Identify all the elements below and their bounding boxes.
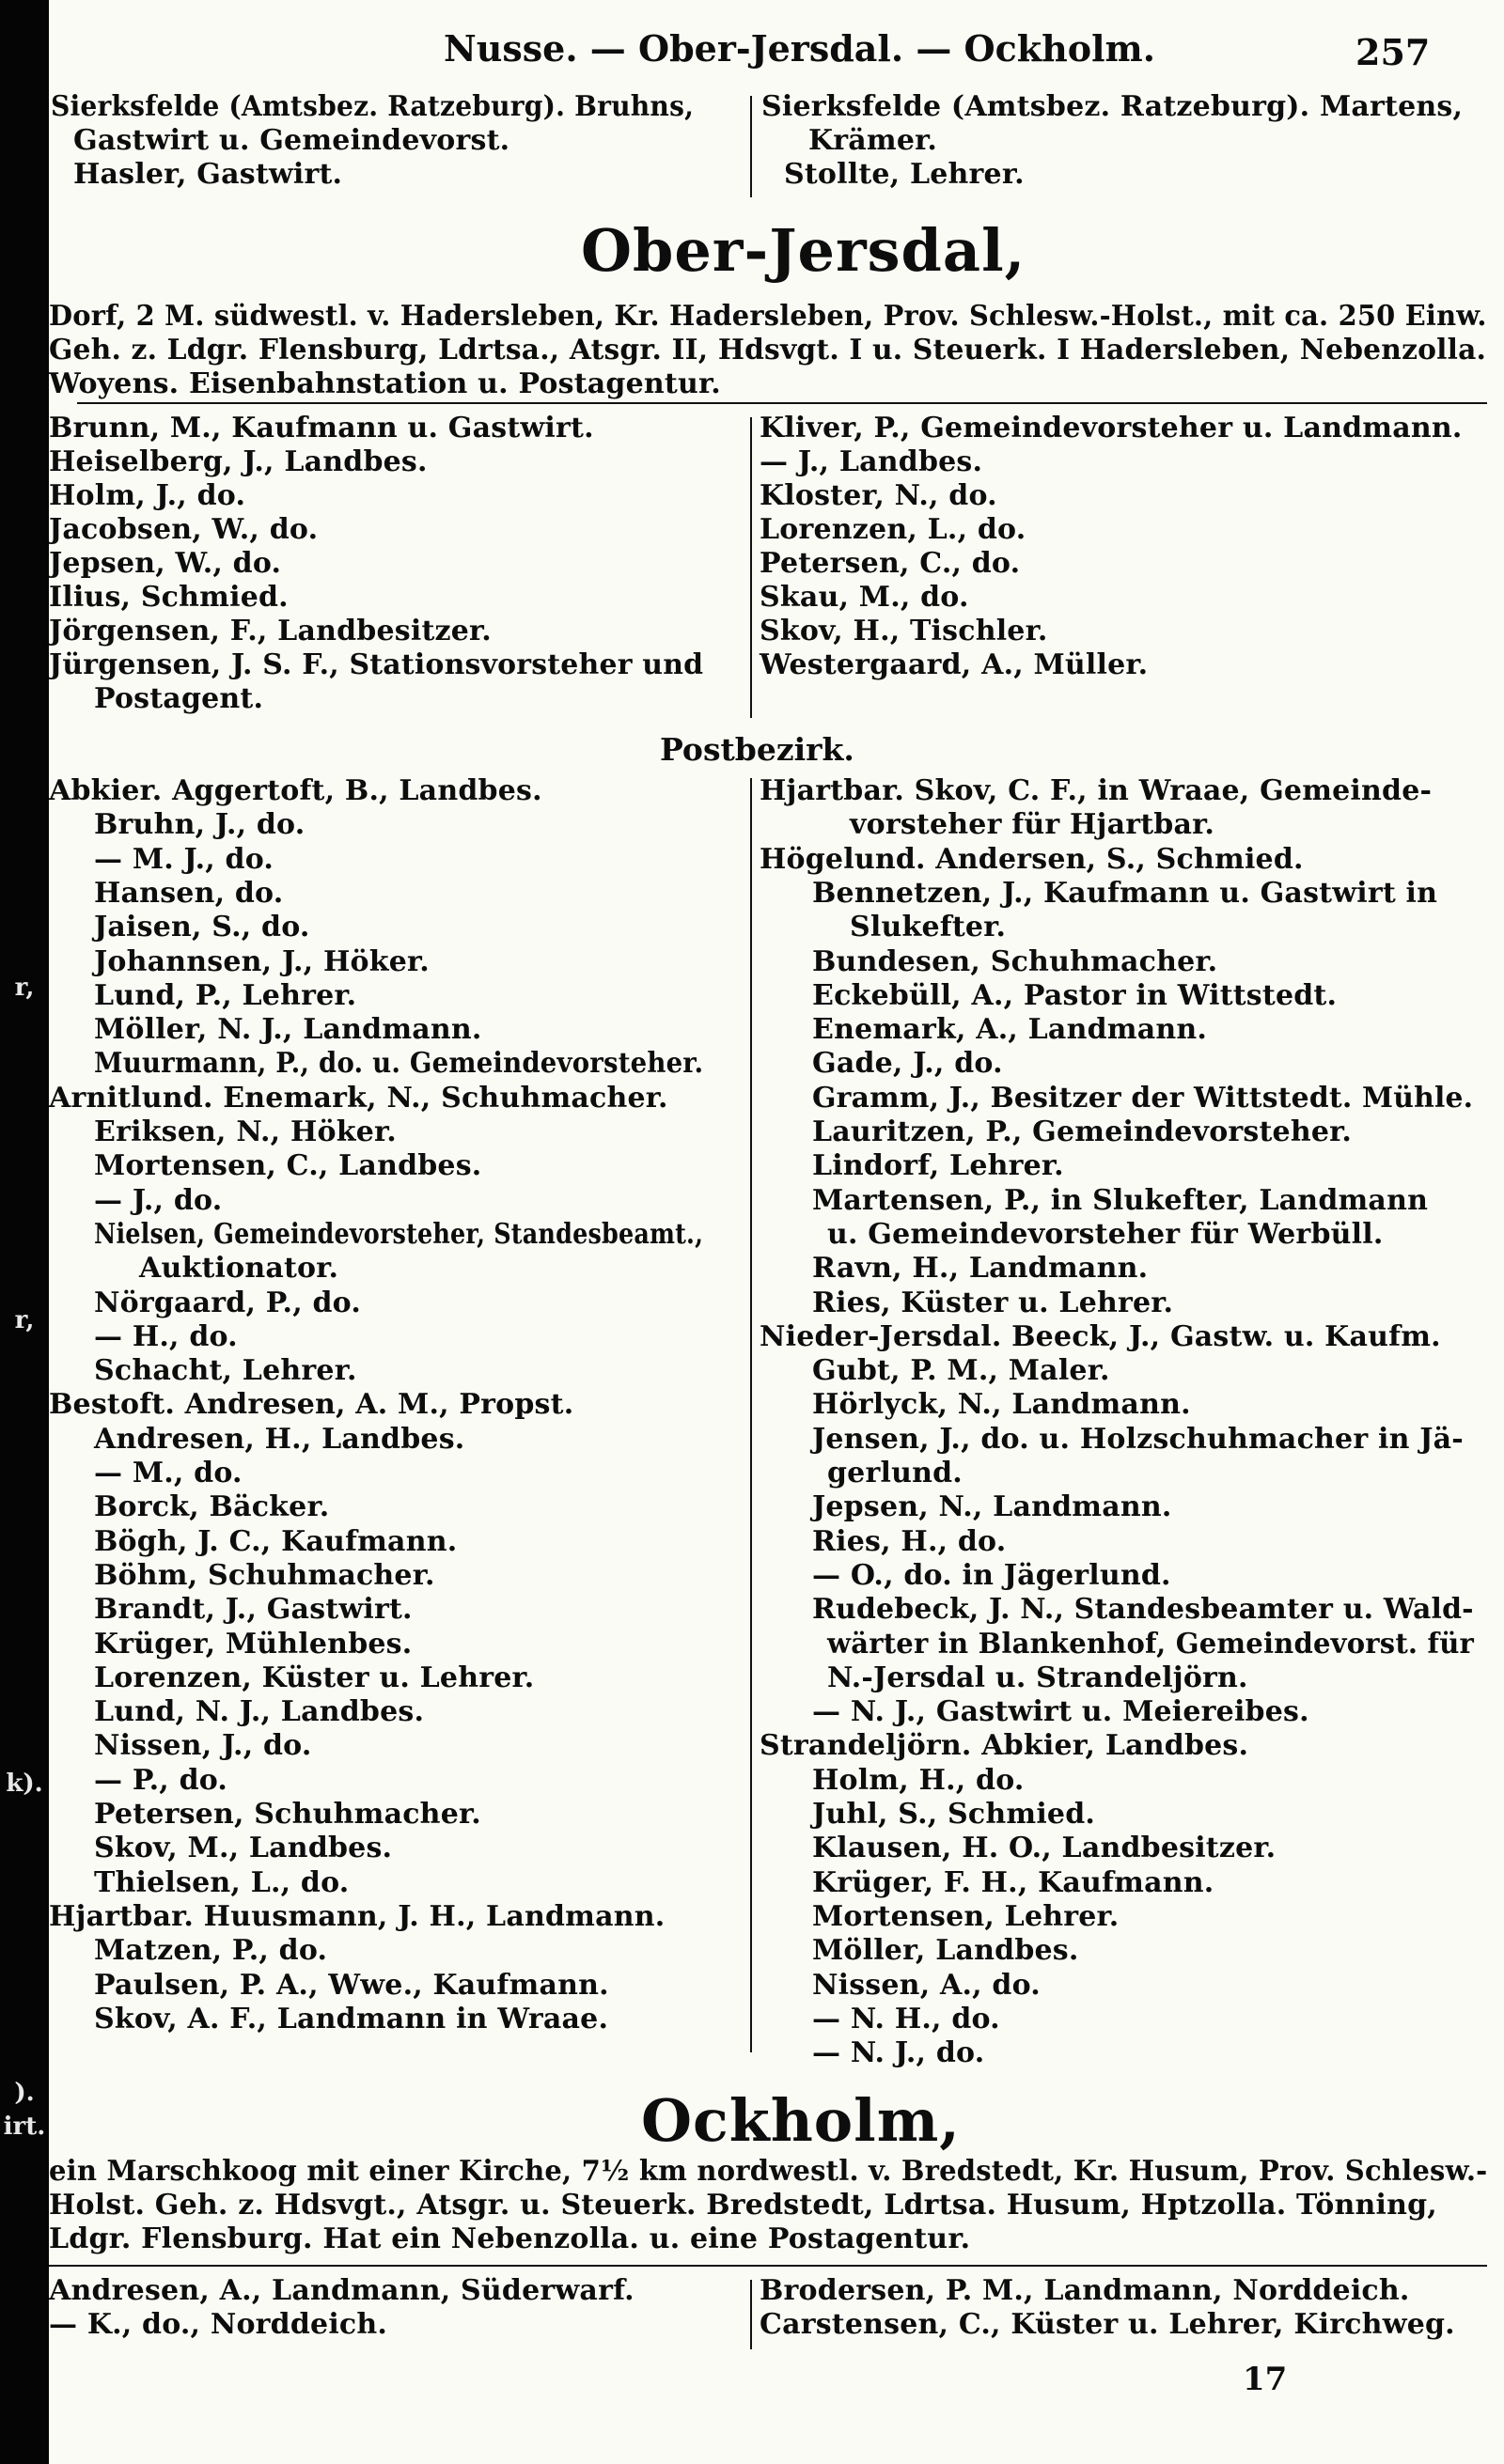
text-line: Brandt, J., Gastwirt. [94, 1593, 413, 1627]
text-line: — K., do., Norddeich. [49, 2308, 388, 2341]
text-line: Kliver, P., Gemeindevorsteher u. Landmann. [760, 412, 1463, 444]
text-line: Bögh, J. C., Kaufmann. [94, 1524, 458, 1558]
text-line: Ries, H., do. [812, 1524, 1007, 1558]
column-divider [750, 417, 752, 718]
section-rule [49, 2265, 1487, 2267]
text-line: Ilius, Schmied. [49, 581, 289, 614]
text-line: Lindorf, Lehrer. [812, 1149, 1064, 1183]
text-line: Hasler, Gastwirt. [73, 158, 343, 191]
text-line: — J., do. [94, 1183, 223, 1217]
left-margin-strip [0, 0, 49, 2464]
text-line: Skov, A. F., Landmann in Wraae. [94, 2002, 609, 2035]
text-line: Bruhn, J., do. [94, 808, 306, 842]
text-line: Borck, Bäcker. [94, 1490, 330, 1524]
text-line: — M. J., do. [94, 842, 274, 876]
text-line: Lorenzen, Küster u. Lehrer. [94, 1661, 535, 1694]
text-line: Jacobsen, W., do. [49, 513, 319, 546]
text-line: Muurmann, P., do. u. Gemeindevorsteher. [94, 1047, 704, 1081]
text-line: Ravn, H., Landmann. [812, 1252, 1149, 1286]
text-line: Gramm, J., Besitzer der Wittstedt. Mühle. [812, 1081, 1474, 1115]
text-line: Juhl, S., Schmied. [812, 1798, 1096, 1831]
text-line: Strandeljörn. Abkier, Landbes. [760, 1729, 1249, 1763]
text-line: gerlund. [827, 1457, 963, 1489]
text-line: Klausen, H. O., Landbesitzer. [812, 1832, 1277, 1865]
text-line: Stollte, Lehrer. [784, 158, 1025, 191]
text-line: Enemark, A., Landmann. [812, 1013, 1208, 1047]
text-line: Johannsen, J., Höker. [94, 944, 430, 978]
text-line: Möller, N. J., Landmann. [94, 1013, 482, 1047]
text-line: — P., do. [94, 1763, 228, 1797]
book-page [49, 0, 1504, 2464]
strip-fragment: k). [6, 1770, 43, 1798]
text-line: Krämer. [808, 124, 938, 157]
text-line: Skov, M., Landbes. [94, 1832, 393, 1865]
text-line: Bennetzen, J., Kaufmann u. Gastwirt in [812, 876, 1438, 910]
text-line: Nörgaard, P., do. [94, 1286, 361, 1319]
text-line: Bestoft. Andresen, A. M., Propst. [49, 1388, 574, 1422]
strip-fragment: irt. [3, 2113, 46, 2141]
text-line: Lund, N. J., Landbes. [94, 1695, 425, 1729]
text-line: — N. J., do. [812, 2036, 985, 2070]
text-line: Petersen, Schuhmacher. [94, 1798, 481, 1831]
text-line: Gubt, P. M., Maler. [812, 1354, 1110, 1388]
text-line: Heiselberg, J., Landbes. [49, 445, 428, 478]
text-line: Lund, P., Lehrer. [94, 978, 357, 1012]
text-line: Jensen, J., do. u. Holzschuhmacher in Jä- [812, 1422, 1464, 1456]
text-line: Andresen, H., Landbes. [94, 1422, 465, 1456]
text-line: Matzen, P., do. [94, 1934, 328, 1968]
text-line: Skau, M., do. [760, 581, 969, 614]
text-line: Eckebüll, A., Pastor in Wittstedt. [812, 978, 1338, 1012]
text-line: Holm, J., do. [49, 479, 246, 512]
text-line: Nissen, A., do. [812, 1968, 1041, 2002]
text-line: — N. H., do. [812, 2002, 1000, 2035]
text-line: Nissen, J., do. [94, 1729, 312, 1763]
text-line: Arnitlund. Enemark, N., Schuhmacher. [49, 1081, 668, 1115]
text-line: Bundesen, Schuhmacher. [812, 944, 1218, 978]
text-line: Woyens. Eisenbahnstation u. Postagentur. [49, 367, 721, 400]
text-line: Abkier. Aggertoft, B., Landbes. [49, 774, 542, 807]
text-line: — J., Landbes. [760, 445, 983, 478]
text-line: Andresen, A., Landmann, Süderwarf. [49, 2274, 634, 2307]
text-line: ein Marschkoog mit einer Kirche, 7½ km nordwestl. v. Bredstedt, Kr. Husum, Prov. Schlesw.- [49, 2155, 1488, 2188]
text-line: — M., do. [94, 1457, 243, 1489]
text-line: Auktionator. [139, 1252, 339, 1286]
text-line: Dorf, 2 M. südwestl. v. Hadersleben, Kr. Hadersleben, Prov. Schlesw.-Holst., mit ca. 250 Einw. [49, 300, 1487, 333]
text-line: Nielsen, Gemeindevorsteher, Standesbeamt., [94, 1217, 704, 1251]
text-line: — N. J., Gastwirt u. Meiereibes. [812, 1695, 1309, 1729]
text-line: Mortensen, Lehrer. [812, 1899, 1120, 1933]
text-line: Hansen, do. [94, 876, 284, 910]
text-line: vorsteher für Hjartbar. [850, 808, 1215, 842]
text-line: Kloster, N., do. [760, 479, 997, 512]
column-divider [750, 2280, 752, 2349]
text-line: Jepsen, W., do. [49, 547, 282, 580]
text-line: Petersen, C., do. [760, 547, 1021, 580]
section-rule [77, 402, 1487, 404]
text-line: Brodersen, P. M., Landmann, Norddeich. [760, 2274, 1410, 2307]
text-line: Westergaard, A., Müller. [760, 648, 1149, 681]
text-line: N.-Jersdal u. Strandeljörn. [827, 1661, 1248, 1694]
strip-fragment: r, [14, 974, 35, 1002]
column-divider [750, 96, 752, 197]
text-line: — H., do. [94, 1319, 238, 1353]
text-line: Carstensen, C., Küster u. Lehrer, Kirchweg. [760, 2308, 1455, 2341]
text-line: Högelund. Andersen, S., Schmied. [760, 842, 1304, 876]
text-line: Rudebeck, J. N., Standesbeamter u. Wald- [812, 1593, 1474, 1627]
text-line: u. Gemeindevorsteher für Werbüll. [827, 1217, 1384, 1251]
text-line: Schacht, Lehrer. [94, 1354, 357, 1388]
text-line: Ries, Küster u. Lehrer. [812, 1286, 1174, 1319]
text-line: Eriksen, N., Höker. [94, 1115, 397, 1148]
text-line: Mortensen, C., Landbes. [94, 1149, 482, 1183]
text-line: Jörgensen, F., Landbesitzer. [49, 615, 492, 647]
strip-fragment: r, [14, 1306, 35, 1334]
text-line: Postagent. [94, 682, 264, 715]
text-line: Jaisen, S., do. [94, 911, 310, 944]
text-line: Gastwirt u. Gemeindevorst. [73, 124, 510, 157]
text-line: Jürgensen, J. S. F., Stationsvorsteher und [49, 648, 704, 681]
text-line: Krüger, F. H., Kaufmann. [812, 1865, 1214, 1899]
text-line: wärter in Blankenhof, Gemeindevorst. für [827, 1627, 1475, 1661]
text-line: Hörlyck, N., Landmann. [812, 1388, 1191, 1422]
text-line: Lauritzen, P., Gemeindevorsteher. [812, 1115, 1353, 1148]
text-line: — O., do. in Jägerlund. [812, 1558, 1171, 1592]
text-line: Paulsen, P. A., Wwe., Kaufmann. [94, 1968, 609, 2002]
running-header: Nusse. — Ober-Jersdal. — Ockholm. [444, 27, 1155, 70]
text-line: Holst. Geh. z. Hdsvgt., Atsgr. u. Steuerk. Bredstedt, Ldrtsa. Husum, Hptzolla. Tönning, [49, 2189, 1437, 2222]
text-line: Gade, J., do. [812, 1047, 1003, 1081]
text-line: Jepsen, N., Landmann. [812, 1490, 1172, 1524]
text-line: Lorenzen, L., do. [760, 513, 1026, 546]
text-line: Geh. z. Ldgr. Flensburg, Ldrtsa., Atsgr. II, Hdsvgt. I u. Steuerk. I Hadersleben, Nebenzolla. [49, 334, 1487, 366]
text-line: Sierksfelde (Amtsbez. Ratzeburg). Bruhns, [51, 90, 695, 123]
section-title-postbezirk: Postbezirk. [660, 731, 854, 768]
place-title-ober-jersdal: Ober-Jersdal, [581, 216, 1026, 285]
text-line: Hjartbar. Skov, C. F., in Wraae, Gemeinde- [760, 774, 1433, 807]
text-line: Ldgr. Flensburg. Hat ein Nebenzolla. u. eine Postagentur. [49, 2222, 971, 2255]
text-line: Hjartbar. Huusmann, J. H., Landmann. [49, 1899, 666, 1933]
text-line: Sierksfelde (Amtsbez. Ratzeburg). Martens, [761, 90, 1464, 123]
text-line: Slukefter. [850, 911, 1007, 944]
text-line: Martensen, P., in Slukefter, Landmann [812, 1183, 1429, 1217]
text-line: Brunn, M., Kaufmann u. Gastwirt. [49, 412, 594, 444]
signature-mark: 17 [1243, 2361, 1288, 2398]
column-divider [750, 778, 752, 2052]
text-line: Holm, H., do. [812, 1763, 1025, 1797]
text-line: Thielsen, L., do. [94, 1865, 350, 1899]
text-line: Skov, H., Tischler. [760, 615, 1048, 647]
strip-fragment: ). [14, 2079, 35, 2107]
place-title-ockholm: Ockholm, [641, 2086, 961, 2155]
text-line: Böhm, Schuhmacher. [94, 1558, 435, 1592]
text-line: Krüger, Mühlenbes. [94, 1627, 413, 1661]
text-line: Nieder-Jersdal. Beeck, J., Gastw. u. Kaufm. [760, 1319, 1441, 1353]
page-number: 257 [1355, 31, 1431, 73]
text-line: Möller, Landbes. [812, 1934, 1079, 1968]
